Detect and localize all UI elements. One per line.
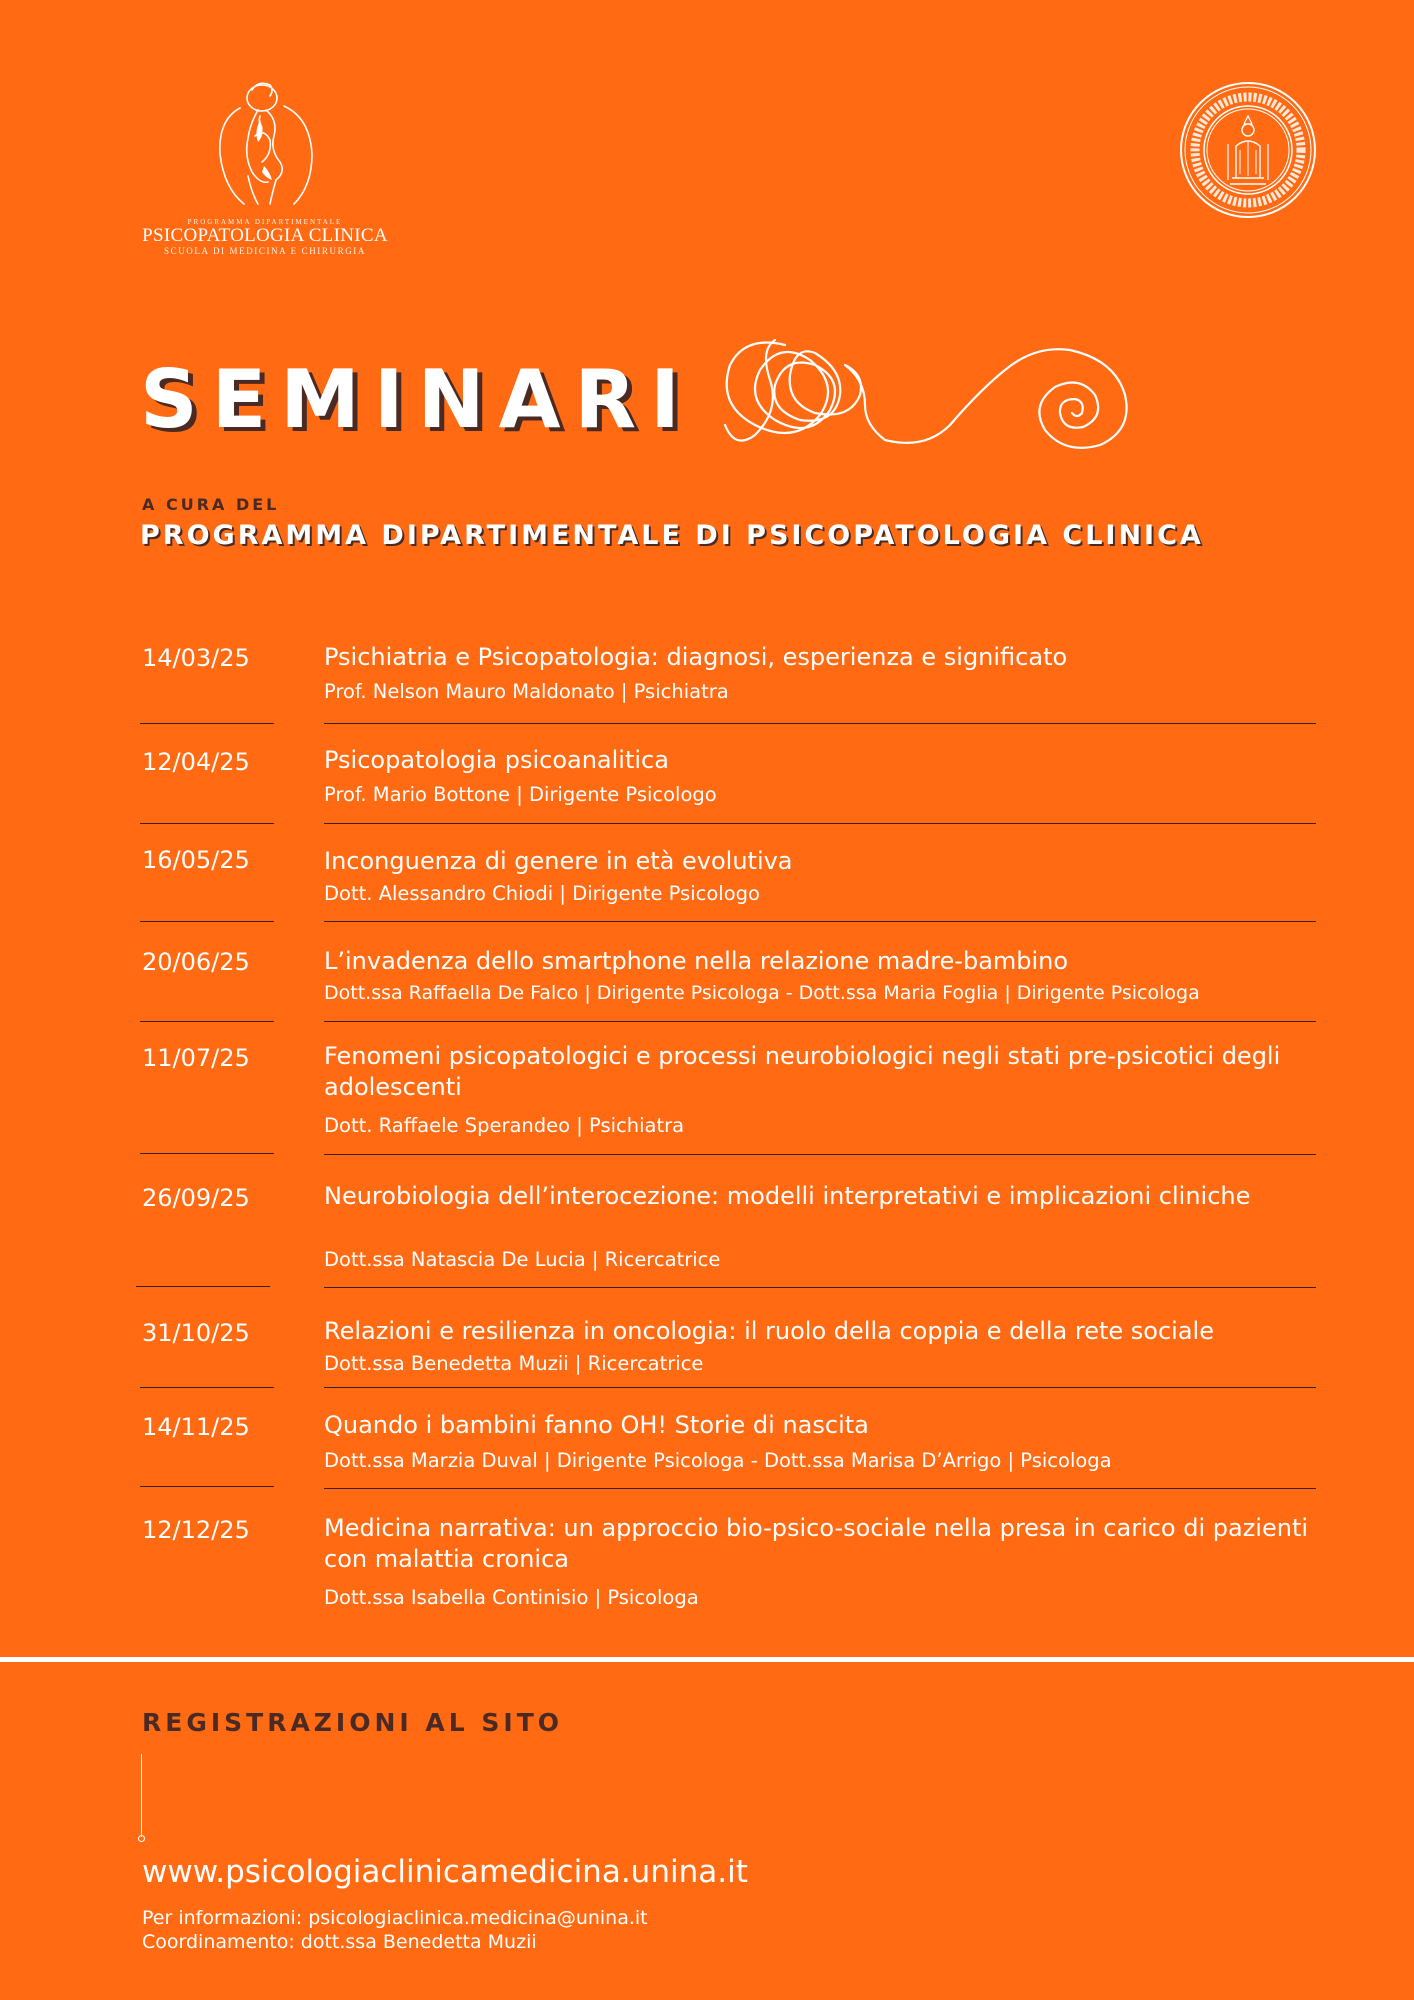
- registration-heading: REGISTRAZIONI AL SITO: [142, 1708, 564, 1737]
- seminar-speaker: Dott.ssa Benedetta Muzii | Ricercatrice: [324, 1352, 704, 1375]
- seminar-topic: Psichiatria e Psicopatologia: diagnosi, esperienza e significato: [324, 643, 1068, 671]
- divider: [324, 723, 1316, 724]
- logo-sub-text: SCUOLA DI MEDICINA E CHIRURGIA: [163, 246, 366, 256]
- divider: [324, 1287, 1316, 1288]
- divider: [140, 1153, 274, 1154]
- seminar-date: 12/12/25: [142, 1516, 250, 1544]
- divider: [140, 1387, 274, 1388]
- seminar-speaker: Dott.ssa Natascia De Lucia | Ricercatrice: [324, 1248, 721, 1271]
- seminar-date: 16/05/25: [142, 846, 250, 874]
- seminar-date: 14/11/25: [142, 1413, 250, 1441]
- university-seal-icon: [1178, 80, 1318, 220]
- seminar-date: 14/03/25: [142, 644, 250, 672]
- seminar-speaker: Prof. Nelson Mauro Maldonato | Psichiatra: [324, 680, 729, 703]
- seminar-speaker: Dott.ssa Isabella Continisio | Psicologa: [324, 1586, 699, 1609]
- seminar-speaker: Dott.ssa Marzia Duval | Dirigente Psicologa - Dott.ssa Marisa D’Arrigo | Psicologa: [324, 1449, 1112, 1472]
- contact-info: [142, 1906, 648, 1954]
- seminar-topic: Inconguenza di genere in età evolutiva: [324, 847, 793, 875]
- divider: [324, 823, 1316, 824]
- seminar-topic: Psicopatologia psicoanalitica: [324, 746, 669, 774]
- divider: [324, 1387, 1316, 1388]
- seminar-date: 26/09/25: [142, 1184, 250, 1212]
- program-name: PROGRAMMA DIPARTIMENTALE DI PSICOPATOLOGIA CLINICA: [140, 520, 1204, 551]
- info-coordination: Coordinamento: dott.ssa Benedetta Muzii: [142, 1931, 537, 1953]
- logo-small-text: PROGRAMMA DIPARTIMENTALE: [187, 218, 343, 226]
- divider: [324, 1154, 1316, 1155]
- line-end-dot: [138, 1835, 145, 1842]
- divider: [324, 1488, 1316, 1489]
- divider: [140, 1486, 274, 1487]
- website-link[interactable]: www.psicologiaclinicamedicina.unina.it: [142, 1854, 748, 1890]
- seminar-date: 20/06/25: [142, 948, 250, 976]
- seminar-topic: Medicina narrativa: un approccio bio-psico-sociale nella presa in carico di pazienti con malattia cronica: [324, 1514, 1309, 1573]
- squiggle-line-icon: [715, 325, 1145, 460]
- info-email: Per informazioni: psicologiaclinica.medicina@unina.it: [142, 1907, 648, 1929]
- seminar-topic: Quando i bambini fanno OH! Storie di nascita: [324, 1411, 869, 1439]
- vertical-line: [141, 1754, 142, 1837]
- seminar-speaker: Dott. Alessandro Chiodi | Dirigente Psicologo: [324, 882, 760, 905]
- seminar-topic: Fenomeni psicopatologici e processi neurobiologici negli stati pre-psicotici degli adolescenti: [324, 1042, 1281, 1101]
- divider: [140, 1021, 274, 1022]
- logo-main-text: PSICOPATOLOGIA CLINICA: [142, 225, 388, 246]
- figure-illustration-icon: [200, 76, 330, 216]
- seminar-date: 11/07/25: [142, 1044, 250, 1072]
- seminar-date: 31/10/25: [142, 1319, 250, 1347]
- seminar-topic: Relazioni e resilienza in oncologia: il ruolo della coppia e della rete sociale: [324, 1317, 1214, 1345]
- seminar-speaker: Dott.ssa Raffaella De Falco | Dirigente Psicologa - Dott.ssa Maria Foglia | Dirigente Psicologa: [324, 982, 1200, 1004]
- program-logo: [140, 76, 390, 266]
- seminar-date: 12/04/25: [142, 748, 250, 776]
- divider: [136, 1286, 270, 1287]
- seminar-speaker: Dott. Raffaele Sperandeo | Psichiatra: [324, 1114, 685, 1137]
- seminar-topic: L’invadenza dello smartphone nella relazione madre-bambino: [324, 947, 1069, 975]
- seminar-speaker: Prof. Mario Bottone | Dirigente Psicologo: [324, 783, 717, 806]
- kicker-text: A CURA DEL: [142, 495, 280, 514]
- divider: [324, 1021, 1316, 1022]
- seminar-topic: Neurobiologia dell’interocezione: modelli interpretativi e implicazioni cliniche: [324, 1182, 1251, 1210]
- divider: [140, 723, 274, 724]
- divider: [140, 823, 274, 824]
- page-title: SEMINARI: [140, 353, 694, 446]
- divider: [140, 921, 274, 922]
- section-divider: [0, 1657, 1414, 1662]
- divider: [324, 921, 1316, 922]
